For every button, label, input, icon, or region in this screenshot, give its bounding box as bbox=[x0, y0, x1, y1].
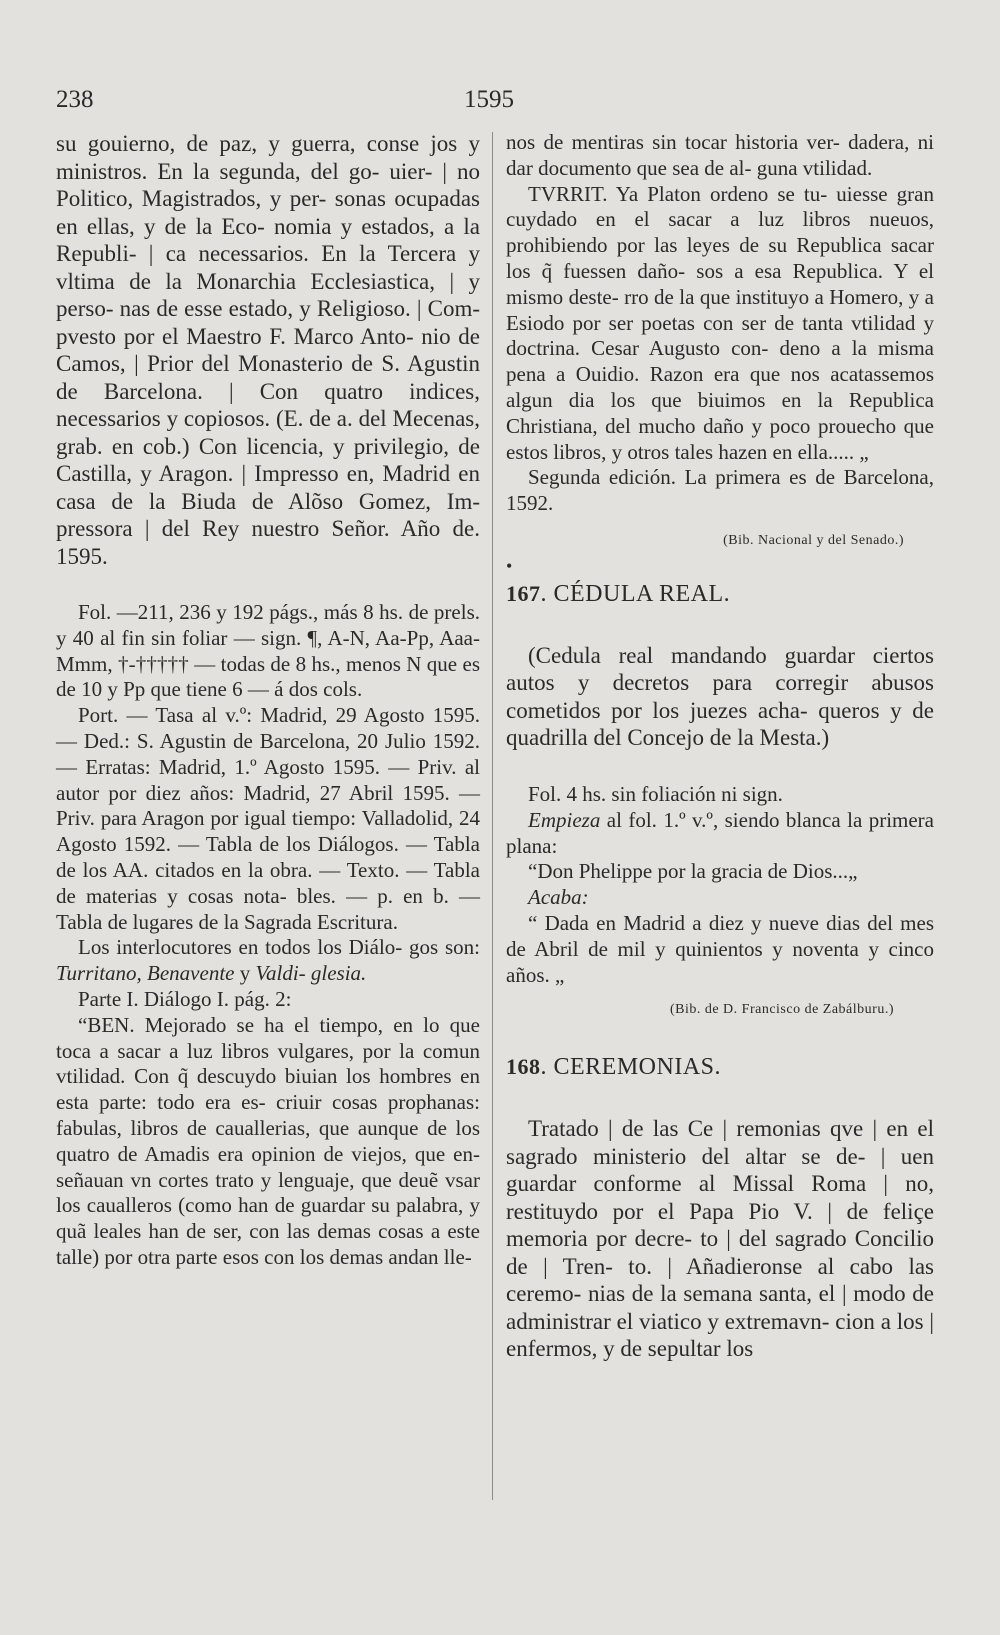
entry-167-number: 167 bbox=[506, 580, 541, 606]
empieza-label: Empieza bbox=[528, 807, 601, 832]
entry-167-title: . CÉDULA REAL. bbox=[540, 580, 731, 607]
ornament-dot: • bbox=[506, 555, 513, 576]
page-header bbox=[0, 86, 1000, 126]
interlocutors-last: Valdi- glesia. bbox=[255, 961, 367, 986]
collation-note: Fol. —211, 236 y 192 págs., más 8 hs. de prels. y 40 al fin sin foliar — sign. ¶, A-N, Aa-Pp, Aaa-Mmm, †-††††† — todas de 8 hs., menos N que es de 10 y Pp que tiene 6 — á dos cols. bbox=[56, 600, 480, 702]
entry-167-source: (Bib. de D. Francisco de Zabálburu.) bbox=[669, 1002, 894, 1018]
entry-167-description: (Cedula real mandando guardar ciertos autos y decretos para corregir abusos cometidos por los juezes acha- queros y de quadrilla del Concejo de la Mesta.) bbox=[506, 642, 934, 751]
interlocutors-names: Turritano, Benavente bbox=[56, 961, 235, 986]
part-reference: Parte I. Diálogo I. pág. 2: bbox=[78, 986, 292, 1011]
column-divider bbox=[492, 132, 493, 1500]
entry-167-quote-end: “ Dada en Madrid a diez y nueve dias del mes de Abril de mil y quinientos y noventa y cinco años. „ bbox=[506, 910, 934, 987]
entry-167-heading bbox=[506, 581, 934, 608]
interlocutors-intro: Los interlocutores en todos los Diálo- gos son: bbox=[78, 935, 480, 960]
entry-167-quote-start: “Don Phelippe por la gracia de Dios...„ bbox=[528, 859, 858, 884]
interlocutors-and: y bbox=[234, 961, 256, 986]
title-description: su gouierno, de paz, y guerra, conse jos y ministros. En la segunda, del go- uier- | no Politico, Magistrados, y per- sonas ocupadas en ellas, y de la Eco- nomia y estados, a la Republi- | ca necessarios. En la Tercera y vltima de la Monarchia Ecclesiastica, | y perso- nas de esse estado, y Religioso. | Com- pvesto por el Maestro F. Marco Anto- nio de Camos, | Prior del Monasterio de S. Agustin de Barcelona. | Con quatro indices, necessarios y copiosos. (E. de a. del Mecenas, grab. en cob.) Con licencia, y privilegio, de Castilla, y Aragon. | Impresso en, Madrid en casa de la Biuda de Alõso Gomez, Im- pressora | del Rey nuestro Señor. Año de. 1595. bbox=[56, 131, 480, 569]
quote-continuation: nos de mentiras sin tocar historia ver- dadera, ni dar documento que sea de al- guna vtilidad. bbox=[506, 130, 934, 180]
entry-167-empieza bbox=[506, 808, 934, 860]
running-year: 1595 bbox=[464, 86, 514, 113]
contents-note: Port. — Tasa al v.º: Madrid, 29 Agosto 1595. — Ded.: S. Agustin de Barcelona, 20 Julio 1592. — Erratas: Madrid, 1.º Agosto 1595. — Priv. al autor por diez años: Madrid, 27 Abril 1595. — Priv. para Aragon por igual tiempo: Valladolid, 24 Agosto 1592. — Tabla de los Diálogos. — Tabla de los AA. citados en la obra. — Texto. — Tabla de materias y cosas nota- bles. — p. en b. — Tabla de lugares de la Sagrada Escritura. bbox=[56, 703, 480, 934]
entry-168-number: 168 bbox=[506, 1054, 541, 1080]
entry-168-heading bbox=[506, 1054, 934, 1081]
edition-note: Segunda edición. La primera es de Barcelona, 1592. bbox=[506, 465, 934, 516]
page-number: 238 bbox=[56, 86, 94, 113]
library-source: (Bib. Nacional y del Senado.) bbox=[723, 532, 904, 548]
entry-167-collation: Fol. 4 hs. sin foliación ni sign. bbox=[528, 781, 783, 806]
entry-168-title: . CEREMONIAS. bbox=[540, 1054, 722, 1081]
entry-168-description: Tratado | de las Ce | remonias qve | en el sagrado ministerio del altar se de- | uen guardar conforme al Missal Roma | no, restituydo por el Papa Pio V. | de feliçe memoria por decre- to | del sagrado Concilio de | Tren- to. | Añadieronse al cabo las ceremo- nias de la semana santa, el | modo de administrar el viatico y extremavn- cion a los | enfermos, y de sepultar los bbox=[506, 1116, 934, 1362]
turrit-dialogue: TVRRIT. Ya Platon ordeno se tu- uiesse gran cuydado en el sacar a luz libros nueuos, prohibiendo por las leyes de su Republica sacar los q̃ fuessen daño- sos a esa Republica. Y el mismo deste- rro de la que instituyo a Homero, y a Esiodo por ser poetas con ser de tanta vtilidad y doctrina. Cesar Augusto con- deno a la misma pena a Ouidio. Razon era que nos acatassemos algun dia los que biuimos en la Republica Christiana, del mucho daño y poco prouecho que estos libros, y otros tales hazen en ella..... „ bbox=[506, 181, 934, 464]
entry-167-acaba: Acaba: bbox=[528, 885, 589, 910]
left-column bbox=[56, 130, 480, 1271]
dialogue-quote: “BEN. Mejorado se ha el tiempo, en lo que toca a sacar a luz libros vulgares, por la comun vtilidad. Con q̃ descuydo biuian los hombres en esta parte: todo era es- criuir cosas prophanas: fabulas, libros de cauallerias, que aunque de los quatro de Amadis era opinion de viejos, que en- señauan vn cortes trato y lenguaje, que deuẽ vsar los caualleros (como han de guardar su palabra, y quã leales han de ser, con las demas cosas a este talle) por otra parte esos con los demas andan lle- bbox=[56, 1012, 480, 1269]
right-column bbox=[506, 130, 934, 1363]
interlocutors-note bbox=[56, 935, 480, 987]
empieza-text: al fol. 1.º v.º, siendo blanca la primera plana: bbox=[506, 807, 934, 858]
